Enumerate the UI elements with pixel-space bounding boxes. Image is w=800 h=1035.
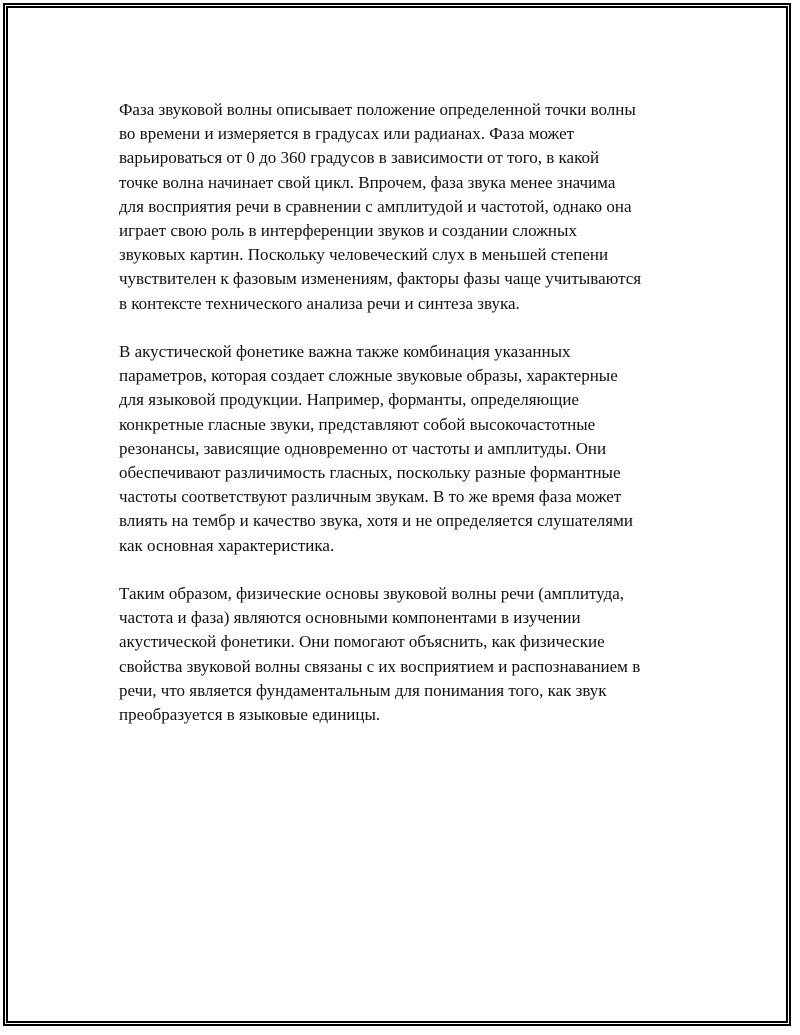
text-line: Фаза звуковой волны описывает положение определенной точки волны [119,100,636,119]
text-line: Таким образом, физические основы звуковой волны речи (амплитуда, [119,584,625,604]
text-line: в контексте технического анализа речи и синтеза звука. [119,293,520,313]
text-line: для языковой продукции. Например, форманты, определяющие [119,390,579,410]
text-line: речи, что является фундаментальным для понимания того, как звук [119,680,607,700]
paragraph-3 [119,582,709,727]
text-line: звуковых картин. Поскольку человеческий слух в меньшей степени [119,245,609,265]
text-line: конкретные гласные звуки, представляют собой высокочастотные [119,414,596,434]
paragraph-2 [119,340,709,558]
page-border [3,3,791,1026]
text-line: чувствителен к фазовым изменениям, факторы фазы чаще учитываются [119,269,642,289]
text-line: для восприятия речи в сравнении с амплитудой и частотой, однако она [119,196,632,216]
text-line: резонансы, зависящие одновременно от частоты и амплитуды. Они [119,438,607,458]
paragraph-1 [119,98,709,316]
text-line: преобразуется в языковые единицы. [119,705,381,725]
text-line: частота и фаза) являются основными компонентами в изучении [119,608,581,628]
text-line: частоты соответствуют различным звукам. В то же время фаза может [119,487,622,507]
text-line: играет свою роль в интерференции звуков и создании сложных [119,221,577,241]
text-line: свойства звуковой волны связаны с их восприятием и распознаванием в [119,656,641,676]
text-line: параметров, которая создает сложные звуковые образы, характерные [119,366,618,386]
text-line: как основная характеристика. [119,535,335,555]
page [8,8,786,1021]
text-line: во времени и измеряется в градусах или радианах. Фаза может [119,124,575,144]
text-line: В акустической фонетике важна также комбинация указанных [119,342,571,362]
text-line: влиять на тембр и качество звука, хотя и не определяется слушателями [119,511,633,531]
document-body [119,98,709,751]
text-line: акустической фонетики. Они помогают объяснить, как физические [119,632,605,652]
text-line: варьироваться от 0 до 360 градусов в зависимости от того, в какой [119,148,600,168]
text-line: обеспечивают различимость гласных, поскольку разные формантные [119,463,621,483]
text-line: точке волна начинает свой цикл. Впрочем, фаза звука менее значима [119,172,616,192]
